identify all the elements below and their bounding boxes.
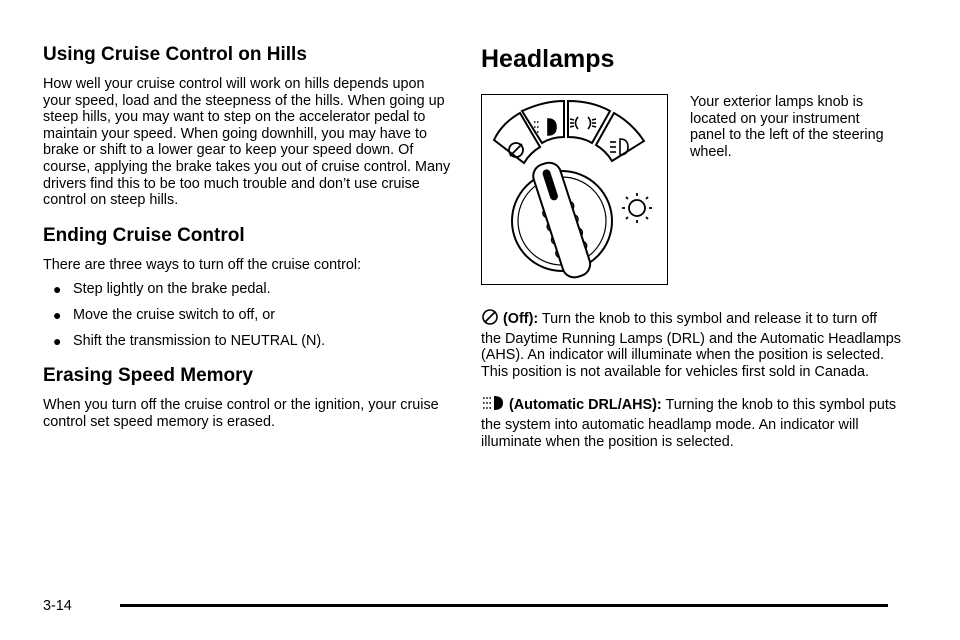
off-label: (Off): xyxy=(503,311,539,327)
page-number: 3-14 xyxy=(43,598,72,614)
lamp-knob-illustration xyxy=(482,95,666,283)
list-item xyxy=(43,307,453,324)
footer-rule xyxy=(120,604,888,607)
hills-body: How well your cruise control will work on hills depends upon your speed, load and the steepness of the hills. When going up steep hills, you may want to step on the accelerator pedal to maintain your speed. When going downhill, you may have to brake or shift to a lower gear to keep your speed down. Of course, applying the brake takes you out of cruise control. Many drivers find this to be too much trouble and don’t use cruise control on steep hills. xyxy=(43,76,451,209)
ending-intro: There are three ways to turn off the cruise control: xyxy=(43,256,362,273)
auto-label: (Automatic DRL/AHS): xyxy=(509,397,662,414)
erasing-heading: Erasing Speed Memory xyxy=(43,365,254,387)
lamp-knob-figure xyxy=(481,94,668,285)
list-item-text: Move the cruise switch to off, or xyxy=(73,306,276,323)
bullet-icon: ● xyxy=(53,306,62,323)
erasing-body: When you turn off the cruise control or the ignition, your cruise control set speed memory is erased. xyxy=(43,397,439,430)
right-column xyxy=(481,44,901,450)
dome-lamp-icon xyxy=(622,193,652,223)
bullet-icon: ● xyxy=(53,332,62,349)
off-symbol-icon xyxy=(481,308,499,331)
figure-row xyxy=(481,94,901,294)
ending-heading: Ending Cruise Control xyxy=(43,224,245,246)
list-item-text: Step lightly on the brake pedal. xyxy=(73,281,271,298)
list-item xyxy=(43,281,453,298)
list-item xyxy=(43,333,453,350)
headlamps-heading: Headlamps xyxy=(481,45,615,73)
page-footer xyxy=(43,598,888,614)
automatic-headlamp-icon xyxy=(481,394,505,417)
auto-entry xyxy=(481,394,901,450)
hills-heading: Using Cruise Control on Hills xyxy=(43,44,307,65)
off-text: Turn the knob to this symbol and release it to turn off the Daytime Running Lamps (DRL) and the Automatic Headlamps (AHS). An indicator will illuminate when the position is selected. This position is not available for vehicles first sold in Canada. xyxy=(481,311,901,380)
off-entry xyxy=(481,308,901,380)
auto-text: Turning the knob to this symbol puts the system into automatic headlamp mode. An indicator will illuminate when the position is selected. xyxy=(481,397,897,450)
ending-bullet-list xyxy=(43,281,453,349)
bullet-icon: ● xyxy=(53,281,62,298)
list-item-text: Shift the transmission to NEUTRAL (N). xyxy=(73,332,326,349)
left-column xyxy=(43,44,453,430)
figure-caption: Your exterior lamps knob is located on your instrument panel to the left of the steering wheel. xyxy=(690,94,884,160)
